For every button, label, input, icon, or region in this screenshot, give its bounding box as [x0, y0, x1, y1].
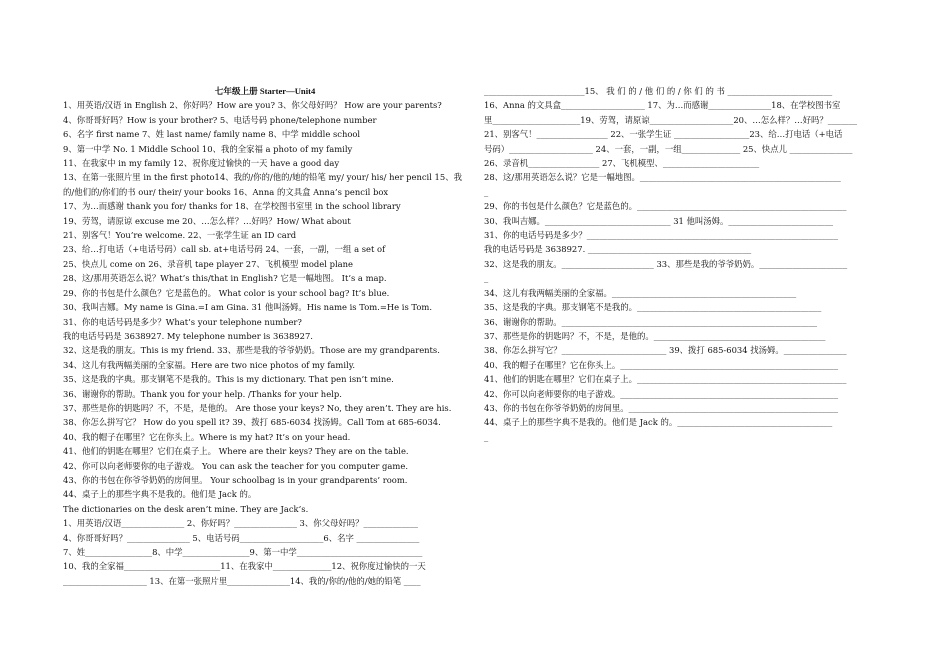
text-line: 4、你哥哥好吗？_______________ 5、电话号码____________________6、名字 _______________	[63, 532, 420, 543]
exercise-line: 34、这儿有我两幅美丽的全家福。____________________________________________	[484, 287, 797, 298]
exercise-line: 里_____________________19、劳驾，请原谅____________________20、…怎么样？…好吗？_______	[484, 114, 858, 125]
text-line: 19、劳驾，请原谅 excuse me 20、…怎么样？…好吗？How/ What about	[63, 215, 351, 226]
exercise-line: 44、桌子上的那些字典不是我的。他们是 Jack 的。_____________________________________	[484, 417, 833, 428]
text-line: 35、这是我的字典。那支钢笔不是我的。This is my dictionary. That pen isn’t mine.	[63, 374, 394, 385]
right-column	[484, 84, 888, 444]
text-line: 38、你怎么拼写它？ How do you spell it? 39、拨打 685-6034 找汤姆。Call Tom at 685-6034.	[63, 417, 441, 428]
text-line: 13、在第一张照片里 in the first photo14、我的/你的/他的/她的铅笔 my/ your/ his/ her pencil 15、我的/他们的/你们的书 our/ their/ your books 16、Anna 的文具盒 Anna’s pencil box	[63, 172, 462, 197]
exercise-line: 32、这是我的朋友。______________________ 33、那些是我的爷爷奶奶。_____________________	[484, 258, 848, 269]
page-title: 七年级上册 Starter—Unit4	[214, 86, 316, 96]
text-line: 29、你的书包是什么颜色？它是蓝色的。 What color is your school bag? It’s blue.	[63, 287, 390, 298]
text-line: 1、用英语/汉语_______________ 2、你好吗？_______________ 3、你父母好吗？_____________	[63, 518, 418, 529]
text-line: 44、桌子上的那些字典不是我的。他们是 Jack 的。	[63, 489, 257, 500]
text-line: The dictionaries on the desk aren’t mine. They are Jack’s.	[63, 503, 309, 514]
exercise-line: 16、Anna 的文具盒____________________ 17、为…而感谢_______________18、在学校图书室	[484, 100, 841, 111]
exercise-line: 21、别客气！_________________ 22、一张学生证 __________________23、给…打电话（+电话	[484, 129, 843, 140]
exercise-line: 号码）____________________ 24、一套，一副，一组______________ 25、快点儿 _______________	[484, 143, 853, 154]
text-line: 7、姓________________8、中学________________9、第一中学______________________________	[63, 547, 423, 557]
text-line: 43、你的书包在你爷爷奶奶的房间里。 Your schoolbag is in your grandparents’ room.	[63, 474, 408, 485]
text-line: 37、那些是你的钥匙吗？不，不是，是他的。 Are those your keys? No, they aren’t. They are his.	[63, 402, 452, 413]
exercise-line: 31、你的电话号码是多少？____________________________________________________________	[484, 230, 839, 241]
exercise-line: _	[484, 273, 489, 284]
exercise-line: 36、谢谢你的帮助。_____________________________________________________________	[484, 316, 818, 327]
text-line: ____________________ 13、在第一张照片里_______________14、我的/你的/他的/她的铅笔 ____	[63, 575, 421, 586]
text-line: 1、用英语/汉语 in English 2、你好吗？How are you? 3、你父母好吗？ How are your parents?	[63, 100, 442, 111]
text-line: 10、我的全家福_______________________11、在我家中______________12、祝你度过愉快的一天	[63, 561, 426, 572]
exercise-line: 40、我的帽子在哪里？它在你头上。____________________________________________________	[484, 359, 839, 370]
exercise-line: 30、我叫吉娜。______________________________ 31 他叫汤姆。_________________________	[484, 215, 834, 226]
text-line: 9、第一中学 No. 1 Middle School 10、我的全家福 a photo of my family	[63, 143, 353, 154]
exercise-line: ________________________15、 我 们 的 / 他 们 的 / 你 们 的 书 _________________________	[484, 86, 833, 96]
text-line: 我的电话号码是 3638927. My telephone number is 3638927.	[63, 330, 313, 341]
text-line: 21、别客气！You’re welcome. 22、一张学生证 an ID card	[63, 230, 297, 241]
text-line: 42、你可以向老师要你的电子游戏。 You can ask the teacher for you computer game.	[63, 460, 408, 471]
text-line: 17、为…而感谢 thank you for/ thanks for 18、在学校图书室里 in the school library	[63, 201, 401, 212]
text-line: 40、我的帽子在哪里？它在你头上。Where is my hat? It’s on your head.	[63, 431, 351, 442]
exercise-line: 28、这/那用英语怎么说？它是一幅地图。________________________________________________	[484, 172, 841, 183]
text-line: 34、这儿有我两幅美丽的全家福。Here are two nice photos of my family.	[63, 359, 355, 370]
exercise-line: 29、你的书包是什么颜色？它是蓝色的。__________________________________________________	[484, 201, 847, 212]
vocabulary-list	[63, 98, 467, 588]
text-line: 31、你的电话号码是多少？What’s your telephone number?	[63, 316, 302, 327]
exercise-line: 38、你怎么拼写它？_________________________ 39、拨打 685-6034 找汤姆。_______________	[484, 345, 847, 356]
text-line: 4、你哥哥好吗？How is your brother? 5、电话号码 phone/telephone number	[63, 114, 377, 125]
text-line: 23、给…打电话（+电话号码）call sb. at+电话号码 24、一套，一副，一组 a set of	[63, 244, 386, 255]
text-line: 36、谢谢你的帮助。Thank you for your help. /Thanks for your help.	[63, 388, 342, 399]
exercise-line: _	[484, 186, 489, 197]
exercise-line: 37、那些是你的钥匙吗？不，不是，是他的。_________________________________________	[484, 330, 826, 341]
text-line: 41、他们的钥匙在哪里？它们在桌子上。 Where are their keys? They are on the table.	[63, 446, 409, 457]
left-column	[63, 84, 467, 588]
text-line: 25、快点儿 come on 26、录音机 tape player 27、飞机模型 model plane	[63, 258, 353, 269]
text-line: 30、我叫吉娜。My name is Gina.=I am Gina. 31 他叫汤姆。His name is Tom.=He is Tom.	[63, 302, 433, 313]
exercise-line: 41、他们的钥匙在哪里？它们在桌子上。__________________________________________________	[484, 374, 847, 385]
exercise-line: 43、你的书包在你爷爷奶奶的房间里。__________________________________________________	[484, 402, 839, 413]
text-line: 32、这是我的朋友。This is my friend. 33、那些是我的爷爷奶奶。Those are my grandparents.	[63, 345, 440, 356]
text-line: 6、名字 first name 7、姓 last name/ family name 8、中学 middle school	[63, 129, 361, 140]
exercise-list	[484, 84, 888, 444]
text-line: 11、在我家中 in my family 12、祝你度过愉快的一天 have a good day	[63, 158, 340, 169]
exercise-line: 42、你可以向老师要你的电子游戏。____________________________________________________	[484, 388, 839, 399]
exercise-line: 35、这是我的字典。那支钢笔不是我的。____________________________________________	[484, 302, 822, 313]
exercise-line: 我的电话号码是 3638927. _______________________________________	[484, 244, 752, 255]
exercise-line: 26、录音机_________________ 27、飞机模型、_______________________	[484, 158, 760, 169]
text-line: 28、这/那用英语怎么说？What’s this/that in English? 它是一幅地图。 It’s a map.	[63, 273, 387, 284]
exercise-line: _	[484, 431, 489, 442]
